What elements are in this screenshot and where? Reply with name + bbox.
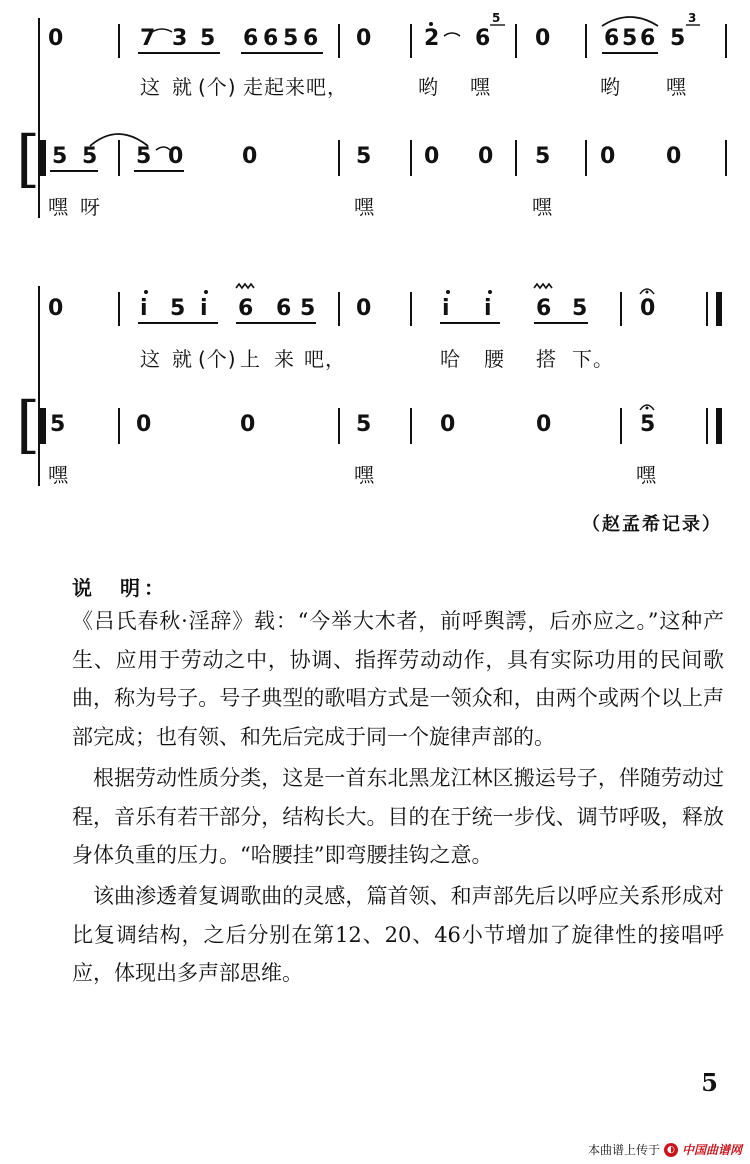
note: 5	[535, 144, 551, 169]
lyric: 来	[274, 347, 295, 371]
note: 5	[136, 144, 152, 169]
note: 3	[172, 26, 188, 51]
note: 5	[622, 26, 638, 51]
lyric: 吧，	[306, 75, 348, 99]
lyric: 嘿	[470, 75, 491, 99]
lyric: 嘿	[48, 195, 69, 219]
mordent-mark	[236, 284, 254, 288]
lyric: 嘿	[532, 195, 553, 219]
mordent-mark	[534, 284, 552, 288]
note: 0	[48, 296, 64, 321]
lyric: 就	[172, 347, 193, 371]
note: 5	[50, 412, 66, 437]
brace: [	[16, 388, 41, 461]
grace-note: 3	[688, 11, 697, 25]
note: 5	[82, 144, 98, 169]
site-logo-icon: ◐	[664, 1143, 678, 1157]
note: 6	[238, 296, 254, 321]
explanation-paragraph: 《吕氏春秋·淫辞》载：“今举大木者，前呼舆謣，后亦应之。”这种产生、应用于劳动之中，协调、指挥劳动动作，具有实际功用的民间歌曲，称为号子。号子典型的歌唱方式是一领众和，由两个或两个以上声部完成；也有领、和先后完成于同一个旋律声部的。	[72, 609, 724, 749]
note: 0	[640, 296, 656, 321]
note: 0	[440, 412, 456, 437]
lyric: 上	[240, 347, 261, 371]
octave-dot	[204, 290, 208, 294]
note: 5	[640, 412, 656, 437]
note: 6	[640, 26, 656, 51]
note: 0	[136, 412, 152, 437]
footer-watermark	[588, 1141, 742, 1158]
lyric: 搭	[536, 347, 557, 371]
lyric: 就	[172, 75, 193, 99]
note: 6	[604, 26, 620, 51]
note: i	[200, 296, 208, 321]
tie-mark	[90, 134, 148, 146]
note: 6	[276, 296, 292, 321]
note: 5	[300, 296, 316, 321]
lyric: 下。	[572, 347, 614, 371]
slur-mark	[602, 17, 658, 26]
lyric: 腰	[484, 347, 505, 371]
note: 0	[240, 412, 256, 437]
explanation-paragraph: 根据劳动性质分类，这是一首东北黑龙江林区搬运号子，伴随劳动过程，音乐有若干部分，结构长大。目的在于统一步伐、调节呼吸，释放身体负重的压力。“哈腰挂”即弯腰挂钩之意。	[72, 766, 724, 867]
note: 6	[475, 26, 491, 51]
lyric: 呀	[80, 195, 101, 219]
page-number: 5	[701, 1068, 718, 1097]
explanation-paragraph: 该曲渗透着复调歌曲的灵感，篇首领、和声部先后以呼应关系形成对比复调结构，之后分别在第12、20、46小节增加了旋律性的接唱呼应，体现出多声部思维。	[72, 884, 724, 985]
note: 6	[303, 26, 319, 51]
lyric: 起	[264, 75, 285, 99]
note: 0	[48, 26, 64, 51]
note: 0	[356, 296, 372, 321]
note: 2	[424, 26, 440, 51]
slur-mark	[444, 33, 460, 36]
lyric: 嘿	[354, 195, 375, 219]
note: 7	[140, 26, 156, 51]
note: i	[140, 296, 148, 321]
footer-text: 本曲谱上传于	[587, 1143, 660, 1157]
octave-dot	[429, 22, 433, 26]
slur-mark	[156, 147, 170, 150]
lyric: 这	[140, 75, 161, 99]
note: 5	[356, 144, 372, 169]
note: 0	[478, 144, 494, 169]
slur-mark	[152, 29, 172, 32]
note: 5	[670, 26, 686, 51]
fermata-dot	[646, 407, 649, 410]
lyric: 哈	[440, 347, 461, 371]
lyric: 嘿	[666, 75, 687, 99]
note: 5	[572, 296, 588, 321]
explanation-heading: 说 明：	[72, 576, 168, 600]
transcriber-credit: （赵孟希记录）	[582, 514, 722, 535]
note: i	[484, 296, 492, 321]
note: 6	[536, 296, 552, 321]
note: 0	[424, 144, 440, 169]
note: 0	[168, 144, 184, 169]
lyric: 走	[243, 75, 264, 99]
brace: [	[16, 122, 41, 195]
lyric: 这	[140, 347, 161, 371]
note: 0	[536, 412, 552, 437]
lyric: 嘿	[636, 463, 657, 487]
lyric: 嘿	[354, 463, 375, 487]
octave-dot	[144, 290, 148, 294]
note: 0	[356, 26, 372, 51]
note: 5	[170, 296, 186, 321]
lyric: 嘿	[48, 463, 69, 487]
lyric: (个)	[198, 75, 237, 99]
grace-note: 5	[492, 11, 501, 25]
lyric: (个)	[198, 347, 237, 371]
octave-dot	[446, 290, 450, 294]
note: 0	[242, 144, 258, 169]
lyric: 来	[285, 75, 306, 99]
note: 5	[283, 26, 299, 51]
lyric: 吧，	[304, 347, 346, 371]
note: 0	[600, 144, 616, 169]
note: 6	[263, 26, 279, 51]
note: 0	[535, 26, 551, 51]
lyric: 哟	[418, 75, 439, 99]
note: 5	[356, 412, 372, 437]
note: i	[442, 296, 450, 321]
note: 5	[200, 26, 216, 51]
note: 0	[666, 144, 682, 169]
lyric: 哟	[600, 75, 621, 99]
note: 6	[243, 26, 259, 51]
note: 5	[52, 144, 68, 169]
fermata-dot	[646, 291, 649, 294]
octave-dot	[488, 290, 492, 294]
notation-marks	[0, 0, 750, 520]
footer-brand: 中国曲谱网	[681, 1143, 742, 1157]
